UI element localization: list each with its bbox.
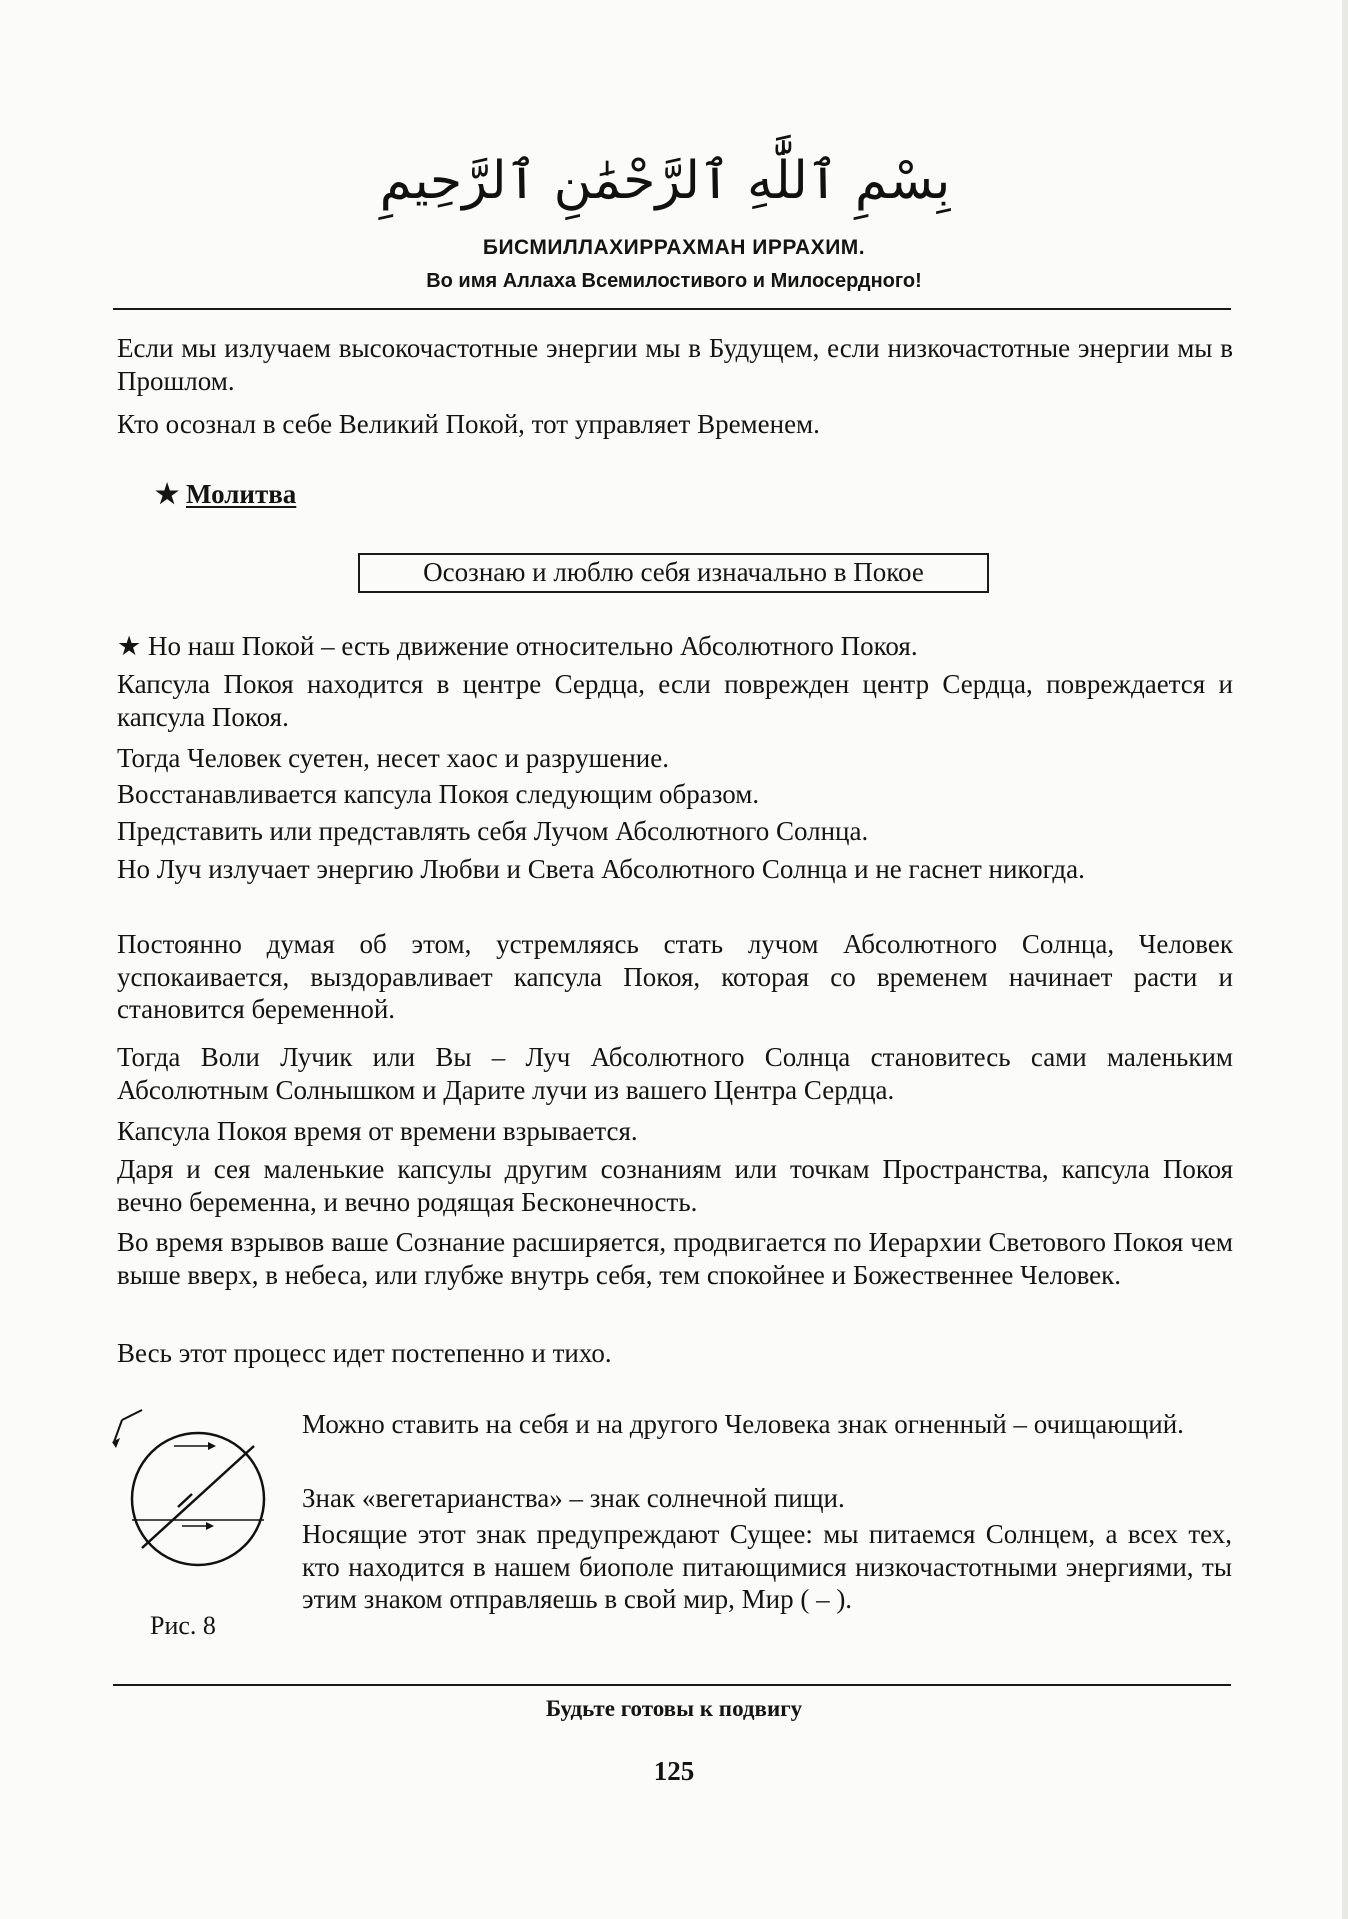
bismillah-transliteration: БИСМИЛЛАХИРРАХМАН ИРРАХИМ.: [482, 236, 866, 259]
prayer-heading: [155, 478, 296, 510]
paragraph: Тогда Воли Лучик или Вы – Луч Абсолютного Солнца становитесь сами маленьким Абсолютным Солнышком и Дарите лучи из вашего Центра Сердца.: [117, 1042, 1233, 1105]
footer-divider: [113, 1684, 1231, 1686]
intro-paragraph-2: Кто осознал в себе Великий Покой, тот управляет Временем.: [117, 409, 820, 439]
paragraph: Даря и сея маленькие капсулы другим сознаниям или точкам Пространства, капсула Покоя вечно беременна, и вечно родящая Бесконечность.: [117, 1154, 1233, 1217]
paragraph: Капсула Покоя находится в центре Сердца, если поврежден центр Сердца, повреждается и капсула Покоя.: [117, 669, 1233, 732]
paragraph: Тогда Человек суетен, несет хаос и разрушение.: [117, 743, 669, 773]
prayer-box: Осознаю и люблю себя изначально в Покое: [358, 553, 989, 593]
paragraph: Капсула Покоя время от времени взрывается.: [117, 1116, 638, 1146]
star-icon: ★: [155, 479, 180, 509]
scan-edge: [1342, 0, 1348, 1919]
sign-figure: [114, 1408, 266, 1568]
figure-text: Можно ставить на себя и на другого Человека знак огненный – очищающий.: [302, 1409, 1184, 1439]
page-number: 125: [653, 1756, 695, 1786]
paragraph: Во время взрывов ваше Сознание расширяется, продвигается по Иерархии Светового Покоя чем выше вверх, в небеса, или глубже внутрь себя, тем спокойнее и Божественнее Человек.: [117, 1227, 1233, 1290]
paragraph: Весь этот процесс идет постепенно и тихо.: [117, 1338, 612, 1368]
footer-motto: Будьте готовы к подвигу: [545, 1696, 803, 1721]
paragraph: Постоянно думая об этом, устремляясь стать лучом Абсолютного Солнца, Человек успокаивается, выздоравливает капсула Покоя, которая со временем начинает расти и становится беременной.: [117, 929, 1233, 1024]
paragraph: Но Луч излучает энергию Любви и Света Абсолютного Солнца и не гаснет никогда.: [117, 854, 1085, 884]
header-divider: [113, 308, 1231, 310]
prayer-heading-label: Молитва: [185, 479, 297, 509]
paragraph: Восстанавливается капсула Покоя следующим образом.: [117, 779, 760, 809]
svg-text:بِسْمِ ٱللَّٰهِ ٱلرَّحْمَٰنِ ٱ: بِسْمِ ٱللَّٰهِ ٱلرَّحْمَٰنِ ٱلرَّحِيمِ: [379, 151, 951, 211]
paragraph: Представить или представлять себя Лучом Абсолютного Солнца.: [117, 816, 869, 846]
bismillah-translation: Во имя Аллаха Всемилостивого и Милосердного!: [426, 270, 922, 292]
figure-caption: Рис. 8: [150, 1611, 216, 1640]
figure-text: Знак «вегетарианства» – знак солнечной пищи.: [302, 1483, 845, 1513]
figure-text: Носящие этот знак предупреждают Сущее: мы питаемся Солнцем, а всех тех, кто находится в нашем биополе питающимися низкочастотными энергиями, ты этим знаком отправляешь в свой мир, Мир ( – ).: [302, 1519, 1232, 1614]
arabic-calligraphy: [379, 132, 951, 222]
paragraph: ★ Но наш Покой – есть движение относительно Абсолютного Покоя.: [117, 631, 918, 661]
intro-paragraph-1: Если мы излучаем высокочастотные энергии мы в Будущем, если низкочастотные энергии мы в Прошлом.: [117, 333, 1233, 396]
